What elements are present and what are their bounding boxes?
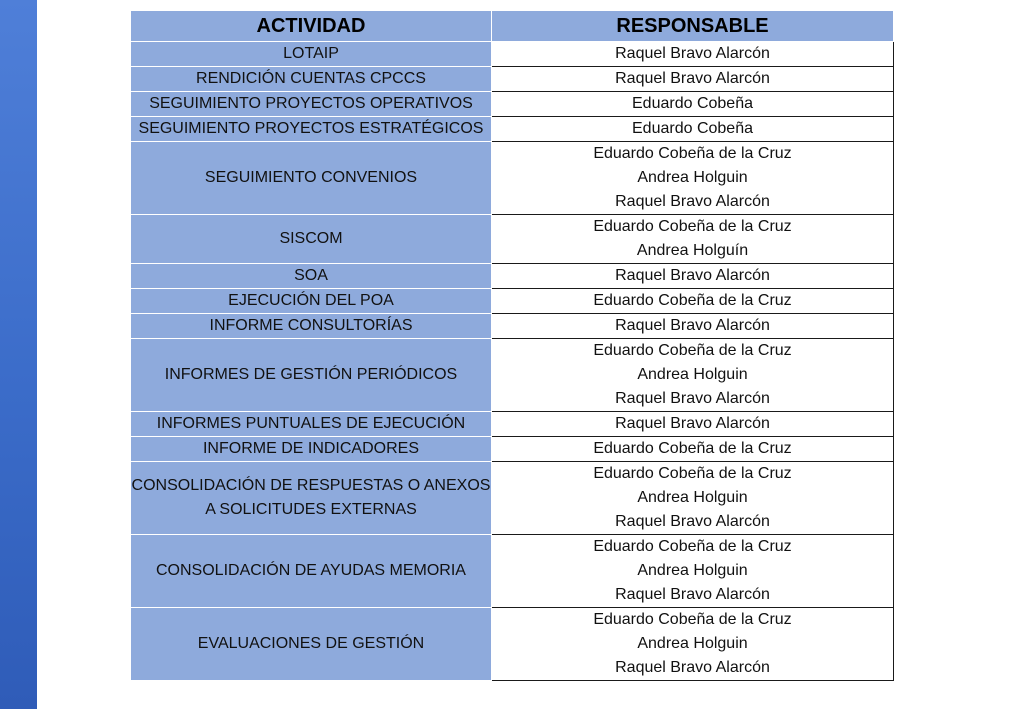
responsible-name: Raquel Bravo Alarcón [615, 390, 770, 407]
responsible-name: Raquel Bravo Alarcón [615, 317, 770, 334]
table-row [131, 142, 894, 215]
responsible-cell [492, 142, 894, 215]
responsible-name: Eduardo Cobeña de la Cruz [593, 218, 792, 235]
table-row [131, 289, 894, 314]
responsible-name: Raquel Bravo Alarcón [615, 415, 770, 432]
table-row [131, 215, 894, 264]
activity-cell [131, 437, 492, 462]
activity-text: SEGUIMIENTO CONVENIOS [204, 169, 418, 186]
activity-cell [131, 314, 492, 339]
responsible-name: Eduardo Cobeña de la Cruz [593, 292, 792, 309]
activity-text: CONSOLIDACIÓN DE RESPUESTAS O ANEXOS [131, 477, 491, 494]
activity-cell [131, 215, 492, 264]
activity-text: SOA [294, 267, 328, 284]
activity-text: CONSOLIDACIÓN DE AYUDAS MEMORIA [156, 562, 466, 579]
activity-cell [131, 67, 492, 92]
activity-text: INFORME DE INDICADORES [202, 440, 419, 457]
activity-cell [131, 289, 492, 314]
responsible-cell [492, 264, 894, 289]
activities-table [130, 10, 894, 681]
activity-text: SEGUIMIENTO PROYECTOS ESTRATÉGICOS [138, 120, 484, 137]
responsible-name: Eduardo Cobeña de la Cruz [593, 145, 792, 162]
responsible-name: Eduardo Cobeña de la Cruz [593, 440, 792, 457]
responsible-name: Andrea Holguin [637, 366, 748, 383]
responsible-name: Andrea Holguin [637, 489, 748, 506]
responsible-name: Raquel Bravo Alarcón [615, 659, 770, 676]
responsible-name: Raquel Bravo Alarcón [615, 45, 770, 62]
activity-text: EVALUACIONES DE GESTIÓN [197, 635, 425, 652]
activity-cell [131, 462, 492, 535]
activity-cell [131, 608, 492, 681]
responsible-name: Andrea Holguin [637, 169, 748, 186]
table-row [131, 264, 894, 289]
responsible-cell [492, 412, 894, 437]
responsible-cell [492, 215, 894, 264]
activity-cell [131, 117, 492, 142]
responsible-cell [492, 462, 894, 535]
responsible-cell [492, 92, 894, 117]
responsible-name: Raquel Bravo Alarcón [615, 267, 770, 284]
activity-text: SISCOM [279, 230, 343, 247]
table-row [131, 412, 894, 437]
responsible-name: Raquel Bravo Alarcón [615, 70, 770, 87]
responsible-name: Raquel Bravo Alarcón [615, 513, 770, 530]
table-header-row [131, 11, 894, 42]
activity-cell [131, 42, 492, 67]
header-responsible: RESPONSABLE [492, 11, 894, 42]
table-row [131, 535, 894, 608]
responsible-name: Andrea Holguín [636, 242, 749, 259]
responsible-name: Eduardo Cobeña [632, 95, 753, 112]
table-row [131, 339, 894, 412]
table-row [131, 462, 894, 535]
responsible-name: Raquel Bravo Alarcón [615, 586, 770, 603]
activity-text: A SOLICITUDES EXTERNAS [205, 501, 417, 518]
responsible-name: Eduardo Cobeña [632, 120, 753, 137]
responsible-cell [492, 289, 894, 314]
table-row [131, 608, 894, 681]
table-row [131, 117, 894, 142]
responsible-name: Eduardo Cobeña de la Cruz [593, 538, 792, 555]
left-accent-bar [0, 0, 37, 709]
responsible-cell [492, 42, 894, 67]
activity-cell [131, 412, 492, 437]
activity-text: EJECUCIÓN DEL POA [228, 292, 394, 309]
responsible-cell [492, 67, 894, 92]
activity-text: SEGUIMIENTO PROYECTOS OPERATIVOS [149, 95, 473, 112]
activity-cell [131, 142, 492, 215]
activity-cell [131, 339, 492, 412]
activity-cell [131, 535, 492, 608]
responsible-cell [492, 314, 894, 339]
responsible-cell [492, 339, 894, 412]
table-row [131, 42, 894, 67]
responsible-name: Andrea Holguin [637, 562, 748, 579]
activity-text: LOTAIP [283, 45, 339, 62]
responsible-name: Eduardo Cobeña de la Cruz [593, 465, 792, 482]
table-row [131, 314, 894, 339]
responsible-name: Eduardo Cobeña de la Cruz [593, 611, 792, 628]
table-row [131, 437, 894, 462]
responsible-name: Raquel Bravo Alarcón [615, 193, 770, 210]
activity-text: RENDICIÓN CUENTAS CPCCS [196, 70, 426, 87]
header-activity: ACTIVIDAD [131, 11, 492, 42]
responsible-cell [492, 535, 894, 608]
activity-cell [131, 92, 492, 117]
table-body [131, 42, 894, 681]
responsible-cell [492, 608, 894, 681]
activity-text: INFORMES DE GESTIÓN PERIÓDICOS [164, 366, 458, 383]
responsible-cell [492, 117, 894, 142]
activity-text: INFORME CONSULTORÍAS [209, 317, 413, 334]
activity-cell [131, 264, 492, 289]
table-row [131, 67, 894, 92]
table-row [131, 92, 894, 117]
responsible-name: Eduardo Cobeña de la Cruz [593, 342, 792, 359]
responsible-cell [492, 437, 894, 462]
activity-text: INFORMES PUNTUALES DE EJECUCIÓN [156, 415, 466, 432]
responsible-name: Andrea Holguin [637, 635, 748, 652]
